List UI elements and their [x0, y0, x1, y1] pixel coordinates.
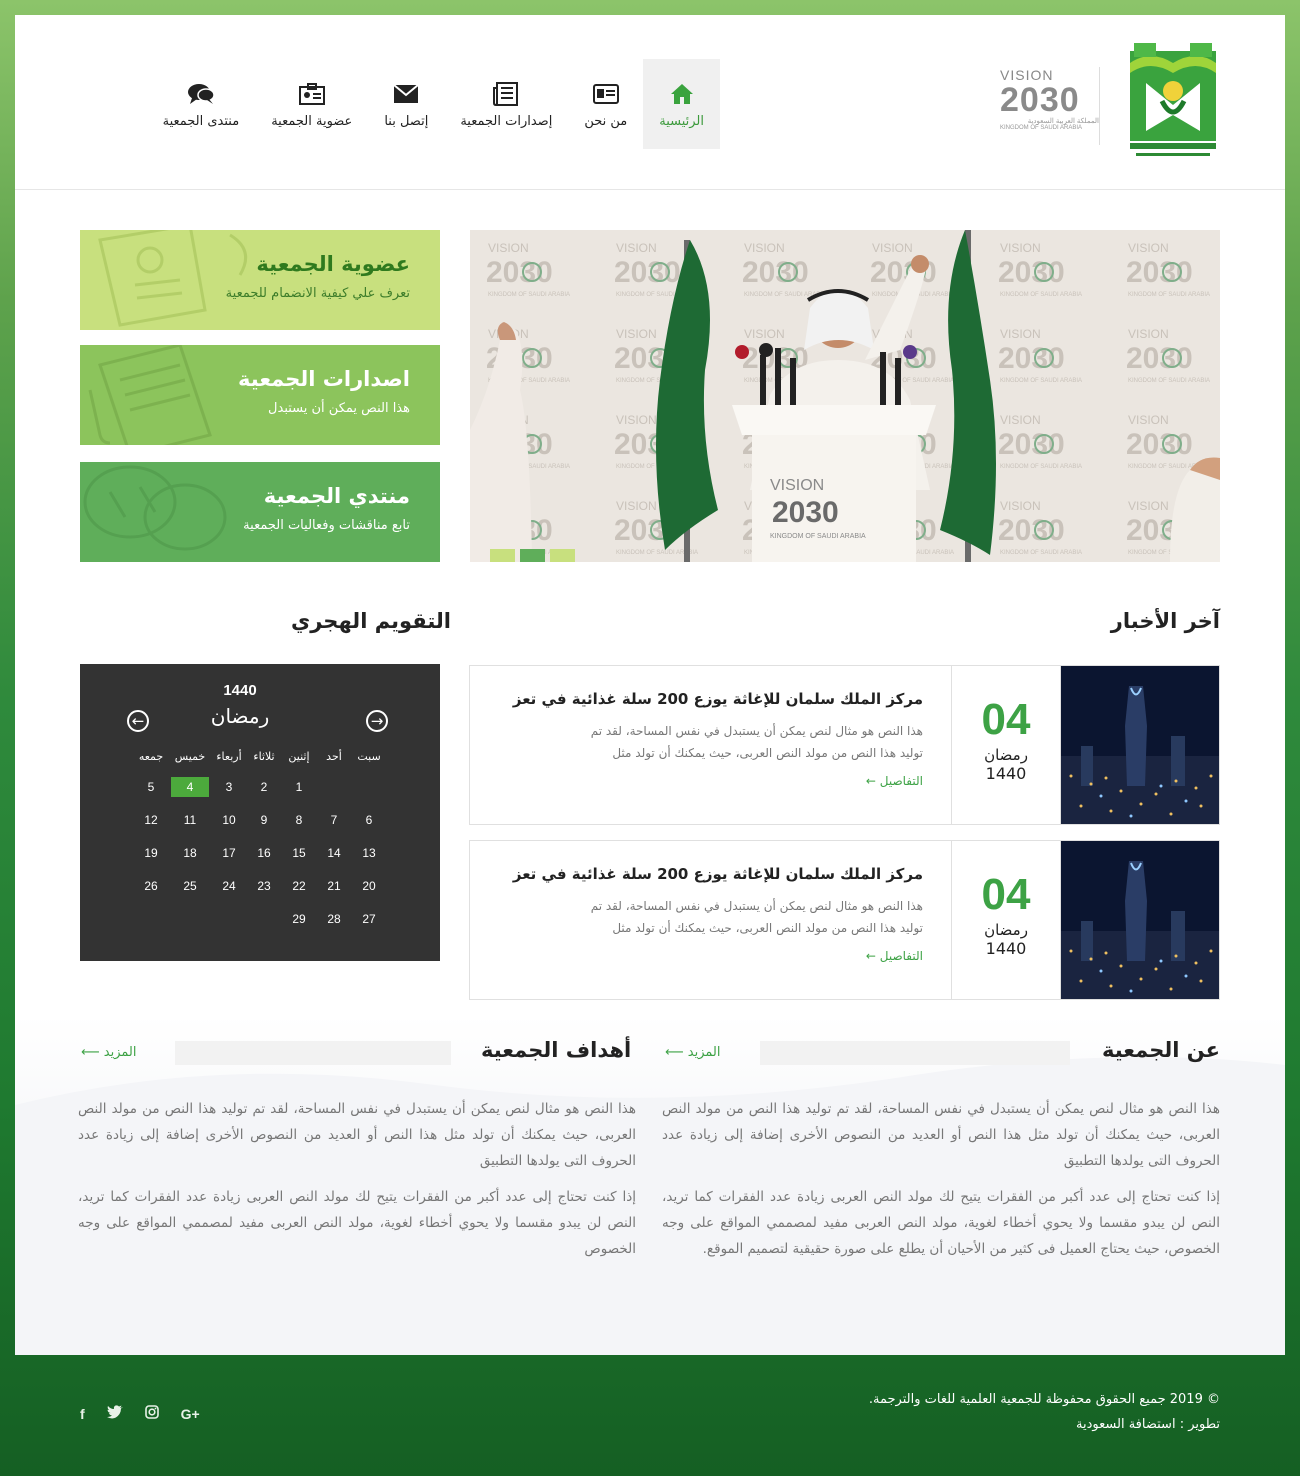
weekday-label: ثلاثاء: [253, 750, 275, 763]
calendar-day[interactable]: 18: [183, 846, 197, 860]
calendar-day[interactable]: 26: [144, 879, 158, 893]
about-paragraph-1: هذا النص هو مثال لنص يمكن أن يستبدل في نفس المساحة، لقد تم توليد هذا النص من مولد النص العربى، حيث يمكنك أن تولد مثل هذا النص أو العديد من النصوص الأخرى إضافة إلى زيادة عدد الحروف التى يولدها التطبيق: [662, 1101, 1220, 1169]
home-icon: [668, 80, 696, 108]
news-excerpt-line: توليد هذا النص من مولد النص العربى، حيث يمكنك أن تولد مثل: [612, 746, 923, 760]
news-excerpt-line: هذا النص هو مثال لنص يمكن أن يستبدل في نفس المساحة، لقد تم: [590, 724, 923, 738]
news-date: [951, 841, 1061, 999]
news-year: 1440: [985, 764, 1027, 783]
goals-more-label: المزيد: [103, 1045, 137, 1060]
news-item[interactable]: [469, 665, 1220, 825]
calendar-month: رمضان: [210, 704, 270, 728]
weekday-label: جمعه: [138, 750, 164, 763]
membership-card-title: عضوية الجمعية: [256, 252, 410, 276]
weekday-label: سبت: [357, 750, 381, 763]
footer-copyright: © 2019 جميع الحقوق محفوظة للجمعية العلمية للغات والترجمة.: [868, 1392, 1220, 1407]
calendar-day[interactable]: 14: [327, 846, 341, 860]
hijri-calendar: [80, 664, 440, 961]
calendar-day[interactable]: 16: [257, 846, 271, 860]
news-image: [1061, 666, 1219, 824]
google-plus-icon[interactable]: G+: [180, 1405, 200, 1422]
news-excerpt-line: توليد هذا النص من مولد النص العربى، حيث يمكنك أن تولد مثل: [612, 921, 923, 935]
nav-publications-label: إصدارات الجمعية: [460, 113, 553, 129]
news-month: رمضان: [984, 921, 1028, 939]
goals-paragraph-1: هذا النص هو مثال لنص يمكن أن يستبدل في نفس المساحة، لقد تم توليد هذا النص من مولد النص العربى، حيث يمكنك أن تولد مثل هذا النص أو العديد من النصوص الأخرى إضافة إلى زيادة عدد الحروف التى يولدها التطبيق: [78, 1101, 636, 1169]
association-logo[interactable]: [1126, 43, 1220, 161]
calendar-day[interactable]: 1: [295, 780, 303, 794]
news-year: 1440: [985, 939, 1027, 958]
calendar-day[interactable]: 7: [330, 813, 338, 827]
nav-contact[interactable]: [368, 59, 444, 149]
news-body: [503, 690, 923, 788]
news-day: 04: [981, 870, 1031, 919]
news-headline[interactable]: مركز الملك سلمان للإغاثة يوزع 200 سلة غذائية في تعز: [512, 690, 923, 708]
news-day: 04: [981, 695, 1031, 744]
calendar-next-button[interactable]: [366, 710, 388, 732]
news-date: [951, 666, 1061, 824]
arrow-left-icon: ⟵: [81, 1045, 100, 1060]
news-section-title: آخر الأخبار: [1110, 609, 1220, 633]
footer-developer[interactable]: تطوير : استضافة السعودية: [1076, 1417, 1220, 1432]
nav-forum[interactable]: [147, 59, 256, 149]
publications-card[interactable]: [80, 345, 440, 445]
nav-publications[interactable]: [444, 59, 568, 149]
calendar-day[interactable]: 28: [327, 912, 341, 926]
nav-about[interactable]: [568, 59, 643, 149]
about-more-label: المزيد: [687, 1045, 721, 1060]
about-divider: [760, 1041, 1070, 1065]
news-month: رمضان: [984, 746, 1028, 764]
goals-title: أهداف الجمعية: [481, 1038, 632, 1062]
nav-forum-label: منتدى الجمعية: [162, 113, 240, 129]
calendar-day[interactable]: 27: [362, 912, 376, 926]
calendar-day[interactable]: 13: [362, 846, 376, 860]
calendar-day[interactable]: 24: [222, 879, 236, 893]
main-nav: [147, 59, 720, 149]
news-headline[interactable]: مركز الملك سلمان للإغاثة يوزع 200 سلة غذائية في تعز: [512, 865, 923, 883]
site-header: [15, 15, 1285, 190]
about-paragraph-2: إذا كنت تحتاج إلى عدد أكبر من الفقرات يتيح لك مولد النص العربى زيادة عدد الفقرات كما تريد، النص لن يبدو مقسما ولا يحوي أخطاء لغوية، مولد النص العربى مفيد لمصممي المواقع على وجه الخصوص، حيث يحتاج العميل فى كثير من الأحيان أن يطلع على صورة حقيقية لتصميم الموقع.: [662, 1189, 1220, 1257]
calendar-day[interactable]: 21: [327, 879, 341, 893]
forum-card-subtitle: تابع مناقشات وفعاليات الجمعية: [243, 518, 410, 533]
svg-text:2030: 2030: [772, 496, 839, 529]
arrow-right-icon: →: [370, 712, 384, 730]
calendar-day[interactable]: 10: [222, 813, 236, 827]
calendar-prev-button[interactable]: [127, 710, 149, 732]
calendar-day[interactable]: 9: [260, 813, 268, 827]
news-details-link[interactable]: [503, 774, 923, 788]
vision-label: VISION: [1000, 67, 1054, 83]
vision-number: 2030: [1000, 81, 1080, 119]
calendar-day[interactable]: 11: [183, 813, 197, 827]
hero-slider[interactable]: [470, 230, 1220, 562]
news-excerpt: [503, 895, 923, 939]
vision-2030-logo: [1000, 67, 1100, 145]
news-details-label: التفاصيل: [879, 949, 923, 963]
slider-dot-2[interactable]: [520, 549, 545, 562]
goals-paragraph-2: إذا كنت تحتاج إلى عدد أكبر من الفقرات يتيح لك مولد النص العربى زيادة عدد الفقرات كما تريد، النص لن يبدو مقسما ولا يحوي أخطاء لغوية، مولد النص العربى مفيد لمصممي المواقع على وجه الخصوص: [78, 1189, 636, 1257]
nav-home[interactable]: [643, 59, 720, 149]
calendar-day[interactable]: 22: [292, 879, 306, 893]
id-card-icon: [592, 80, 620, 108]
social-links: [80, 1405, 200, 1422]
calendar-day[interactable]: 19: [144, 846, 158, 860]
nav-home-label: الرئيسية: [659, 113, 704, 129]
svg-text:KINGDOM OF SAUDI ARABIA: KINGDOM OF SAUDI ARABIA: [770, 533, 866, 540]
arrow-left-icon: ←: [865, 949, 876, 963]
nav-membership[interactable]: [255, 59, 368, 149]
page-container: [15, 15, 1285, 1355]
calendar-day[interactable]: 23: [257, 879, 271, 893]
weekday-label: أحد: [326, 750, 342, 763]
about-title: عن الجمعية: [1101, 1038, 1220, 1062]
goals-more-link[interactable]: [81, 1045, 136, 1060]
calendar-year: 1440: [223, 682, 257, 699]
goals-divider: [175, 1041, 451, 1065]
calendar-day[interactable]: 12: [144, 813, 158, 827]
chat-icon: [187, 80, 215, 108]
instagram-icon[interactable]: [145, 1405, 159, 1422]
news-item[interactable]: [469, 840, 1220, 1000]
twitter-icon[interactable]: [107, 1405, 123, 1422]
calendar-day[interactable]: 8: [295, 813, 303, 827]
nav-contact-label: إتصل بنا: [384, 113, 429, 129]
weekday-label: خميس: [174, 750, 206, 763]
forum-card-title: منتدي الجمعية: [263, 484, 410, 508]
newspaper-icon: [492, 80, 520, 108]
envelope-icon: [392, 80, 420, 108]
nav-about-label: من نحن: [584, 113, 628, 129]
weekday-label: أربعاء: [216, 750, 242, 763]
arrow-left-icon: ⟵: [665, 1045, 684, 1060]
slider-photo: [470, 230, 1220, 562]
svg-text:VISION: VISION: [770, 477, 825, 494]
calendar-day[interactable]: 5: [147, 780, 155, 794]
news-details-label: التفاصيل: [879, 774, 923, 788]
calendar-day[interactable]: 20: [362, 879, 376, 893]
arrow-left-icon: ←: [131, 712, 145, 730]
member-card-icon: [298, 80, 326, 108]
news-excerpt-line: هذا النص هو مثال لنص يمكن أن يستبدل في نفس المساحة، لقد تم: [590, 899, 923, 913]
forum-card[interactable]: [80, 462, 440, 562]
calendar-section-title: التقويم الهجري: [291, 609, 451, 633]
slider-dot-3[interactable]: [550, 549, 575, 562]
membership-card-subtitle: تعرف علي كيفية الانضمام للجمعية: [225, 286, 410, 301]
membership-card[interactable]: [80, 230, 440, 330]
publications-card-title: اصدارات الجمعية: [238, 367, 410, 391]
publications-card-subtitle: هذا النص يمكن أن يستبدل: [268, 401, 410, 416]
vision-kingdom: KINGDOM OF SAUDI ARABIA: [1000, 125, 1083, 131]
calendar-day[interactable]: 6: [365, 813, 373, 827]
weekday-label: إثنين: [288, 750, 310, 763]
calendar-day[interactable]: 25: [183, 879, 197, 893]
facebook-icon[interactable]: f: [80, 1405, 85, 1422]
calendar-day[interactable]: 3: [225, 780, 233, 794]
slider-dots: [490, 549, 580, 562]
slider-dot-1[interactable]: [490, 549, 515, 562]
news-image: [1061, 841, 1219, 999]
vision-arabic: المملكة العربية السعودية: [1027, 118, 1099, 125]
arrow-left-icon: ←: [865, 774, 876, 788]
calendar-today[interactable]: 4: [171, 777, 209, 797]
news-excerpt: [503, 720, 923, 764]
news-body: [503, 865, 923, 963]
calendar-day[interactable]: 17: [222, 846, 236, 860]
calendar-day[interactable]: 2: [260, 780, 268, 794]
calendar-day[interactable]: 15: [292, 846, 306, 860]
nav-membership-label: عضوية الجمعية: [271, 113, 353, 129]
about-more-link[interactable]: [665, 1045, 720, 1060]
calendar-day[interactable]: 29: [292, 912, 306, 926]
news-details-link[interactable]: [503, 949, 923, 963]
